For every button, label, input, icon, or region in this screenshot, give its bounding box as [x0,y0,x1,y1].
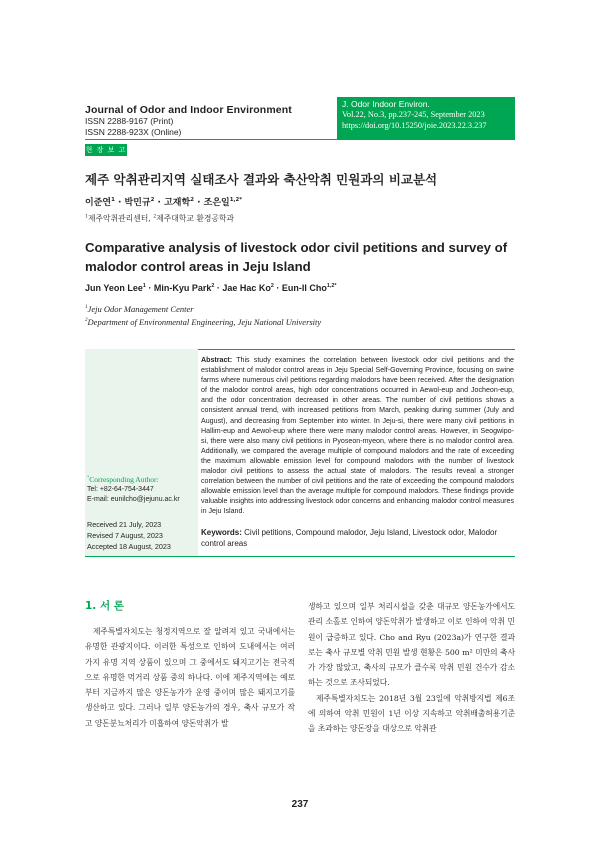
korean-author-1: 이준연 [85,198,112,208]
header-rule [85,139,515,140]
korean-title: 제주 악취관리지역 실태조사 결과와 축산악취 민원과의 비교분석 [85,172,438,187]
keywords [201,527,514,549]
journal-header-right [337,97,515,140]
english-affil-1: Jeju Odor Management Center [87,304,194,314]
abstract-body: This study examines the correlation between livestock odor civil petitions and the establishment of malodor control areas in Jeju Special Self-Governing Province, focusing on swine farms where numerous civil petitions regarding malodors have been received. After the designation of the malodor control areas, high odor concentrations occurred in Aewol-eup and Jocheon-eup, and the odor concentration decreased in other areas. The number of civil petitions shows a consistent annual trend, with increased petitions from March, peaking during summer (July and August), and decreasing from September into winter. In Jeju-si, there were many civil petitions in Hallim-eup and Aewol-eup where there were many malodor control areas. However, in Seogwipo-si, there were also many civil petitions in Pyoseon-myeon, where there is no malodor control area. Additionally, we compared the average multiple of compound malodors and the rate of exceeding the maximum allowable emission level for compound malodors with the number of livestock malodor civil petitions to assess the actual state of malodors. The results reveal a stronger correlation between the number of civil petitions and the rate of exceeding the compound malodors allowable emission level than the average multiple for compound malodors. These findings provide valuable insights into addressing livestock odor concerns and enhancing malodor control measures in Jeju Island. [201,356,515,516]
abstract-box [85,349,515,557]
journal-volume: Vol.22, No.3, pp.237-245, September 2023 [342,110,485,119]
intro-paragraph-1: 제주특별자치도는 청정지역으로 잘 알려져 있고 국내에서는 유명한 관광지이다. 이러한 특성으로 인하여 도내에서는 여러 가지 유명 지역 상품이 있으며 그 중에서도 돼지고기는 전국적으로 유명한 먹거리 상품 중의 하나다. 이에 제주지역에는 예로부터 지금까지 많은 양돈농가가 운영 중이며 많은 돼지고기를 생산하고 있다. 그러나 일부 양돈농가의 경우, 축사 규모가 작고 양돈분뇨처리가 미흡하여 양돈악취가 발 [85,627,295,728]
issn-online: ISSN 2288-923X (Online) [85,127,182,137]
journal-abbrev: J. Odor Indoor Environ. [342,99,430,109]
english-title: Comparative analysis of livestock odor civil petitions and survey of malodor control areas in Jeju Island [85,240,508,274]
korean-affil-1: 제주악취관리센터 [87,214,149,223]
issn-print: ISSN 2288-9167 (Print) [85,116,174,126]
journal-header-left [85,104,337,138]
keywords-label: Keywords: [201,528,242,537]
keywords-list: Civil petitions, Compound malodor, Jeju Island, Livestock odor, Malodor control areas [201,528,498,548]
corresponding-label: Corresponding Author: [89,475,159,484]
abstract-label: Abstract: [201,356,233,364]
korean-author-3: 고재학 [164,198,191,208]
body-column-right [308,599,515,737]
english-author-4: Eun-Il Cho [281,283,327,293]
korean-affiliations: $^1$제주악취관리센터, $^2$제주대학교 환경공학과 [85,214,234,223]
body-column-left [85,624,295,731]
korean-author-2: 박민규 [124,198,151,208]
date-received: Received 21 July, 2023 [87,520,162,529]
korean-affil-2: 제주대학교 환경공학과 [156,214,234,223]
intro-paragraph-2: 제주특별자치도는 2018년 3월 23일에 악취방지법 제6조에 의하여 악취 민원이 1년 이상 지속하고 악취배출허용기준을 초과하는 양돈장을 대상으로 악취관 [308,693,515,734]
article-dates [87,519,197,552]
article-type-badge: 현 장 보 고 [85,146,127,154]
corresponding-author: *Corresponding Author: Tel: +82-64-754-3447 E-mail: eunilcho@jejunu.ac.kr [87,475,197,505]
english-authors: Jun Yeon Lee$^1$ · Min-Kyu Park$^2$ · Jae Hac $Ko^2 \cdot Eun-Il$ Cho$^{1,2*}$ [85,283,337,293]
abstract-bottom-rule [85,556,515,557]
english-affil-2: Department of Environmental Engineering, Jeju National University [87,317,322,327]
intro-paragraph-1-cont: 생하고 있으며 일부 처리시설을 갖춘 대규모 양돈농가에서도 관리 소홀로 인하여 양돈악취가 발생하고 이로 인하여 악취 민원이 급증하고 있다. Cho and Ryu (2023a)가 연구한 결과로는 축사 규모별 악취 민원 발생 현황은 500 m² 미만의 축사가 가장 많았고, 축사의 규모가 클수록 악취 민원 건수가 감소하는 것으로 조사되었다. [308,602,515,688]
corresponding-email[interactable]: E-mail: eunilcho@jejunu.ac.kr [87,496,180,503]
page-number: 237 [291,799,309,810]
english-author-3: Jae Hac Ko [222,283,271,293]
english-affiliations: $^1$Jeju Odor Management Center $^2$Department of Environmental Engineering, Jeju National University [85,304,322,327]
english-author-2: Min-Kyu Park [153,283,212,293]
journal-name: Journal of Odor and Indoor Environment [85,104,292,116]
korean-author-4: 조은일 [203,198,230,208]
corresponding-tel: Tel: +82-64-754-3447 [87,486,154,493]
date-accepted: Accepted 18 August, 2023 [87,542,171,551]
section-heading-intro: 1. 서 론 [85,600,124,612]
english-author-1: Jun Yeon Lee [85,283,143,293]
abstract-text [201,355,514,517]
date-revised: Revised 7 August, 2023 [87,531,163,540]
journal-doi[interactable]: https://doi.org/10.15250/joie.2023.22.3.237 [342,120,487,130]
korean-authors: 이준연$^1$ · 박민규$^2$ · 고재학$^2$ · 조은일$^{1,2*}$ [85,197,243,208]
